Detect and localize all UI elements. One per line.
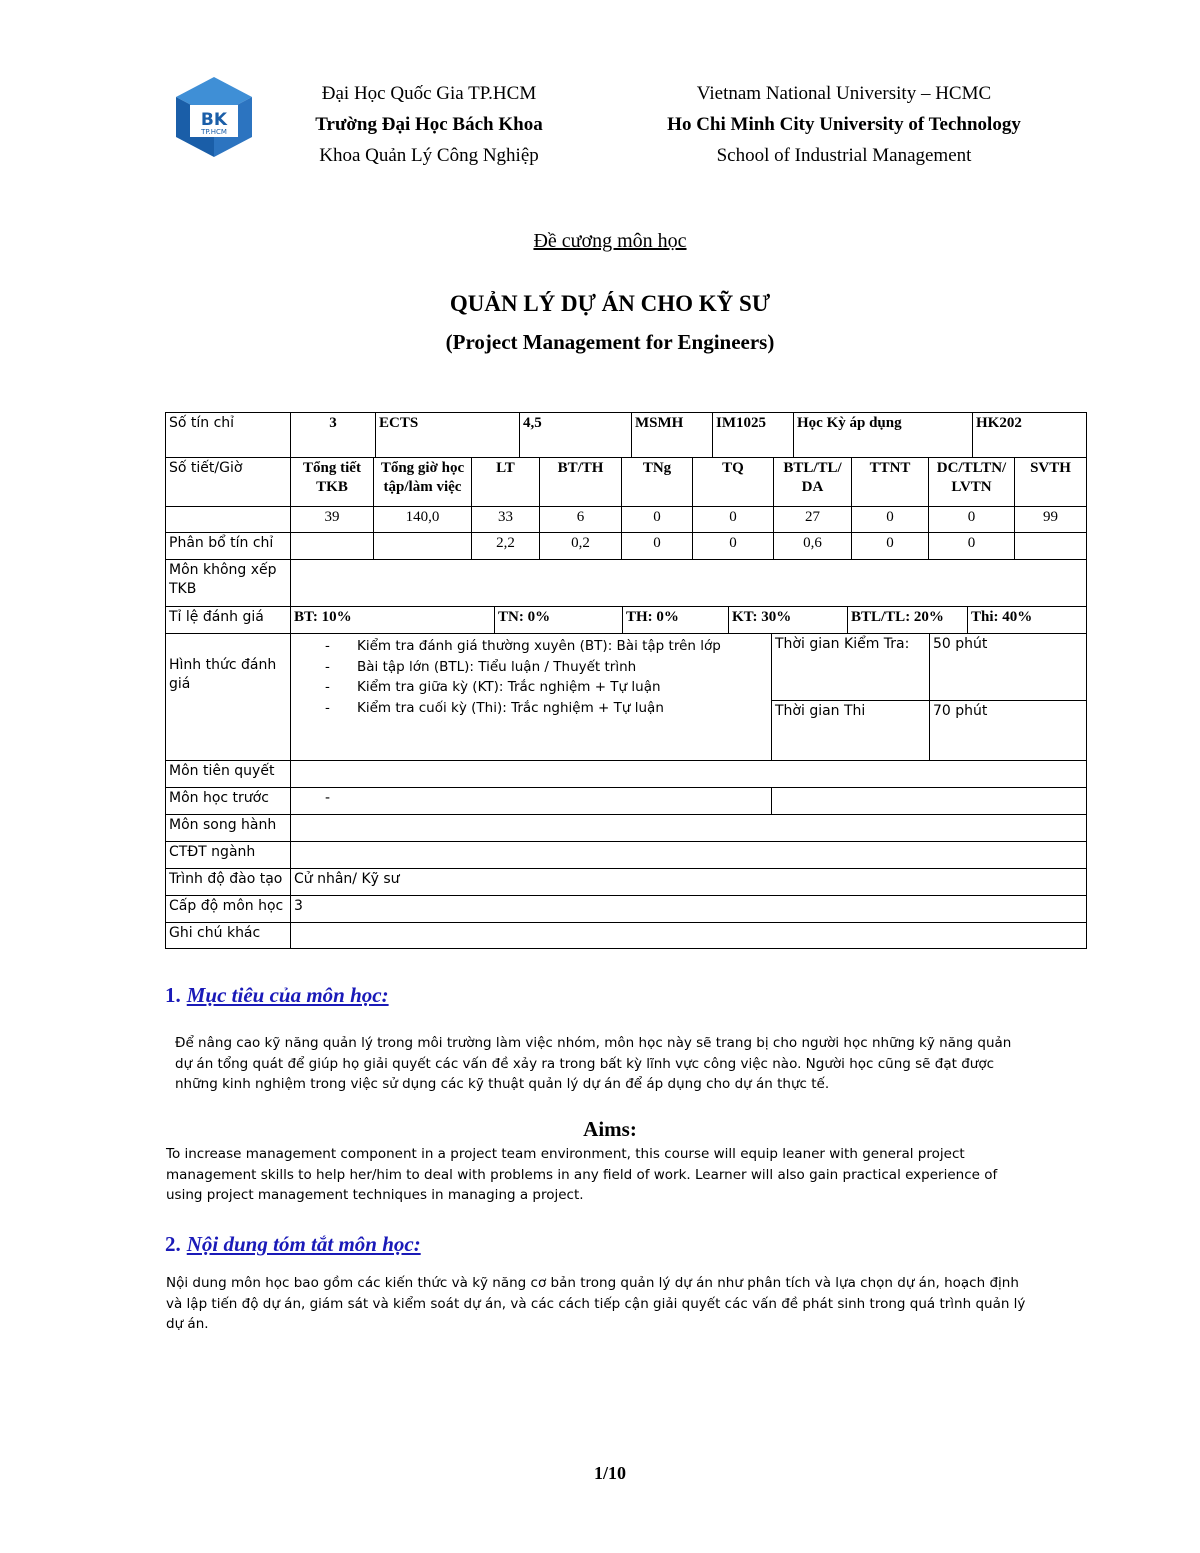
university-name-vn: Đại Học Quốc Gia TP.HCM: [321, 83, 537, 104]
assessment-item: - Bài tập lớn (BTL): Tiểu luận / Thuyết trình: [291, 657, 771, 678]
hours-header-ttnt: TTNT: [851, 457, 929, 507]
faculty-name-vn: Khoa Quản Lý Công Nghiệp: [319, 145, 539, 166]
logo-text-tphcm: TP.HCM: [201, 128, 227, 136]
hours-value-total-periods: 39: [290, 506, 374, 533]
weight-btl: BTL/TL: 20%: [847, 606, 968, 634]
credits-value: 3: [290, 412, 376, 458]
assessment-label: Hình thức đánh giá: [165, 633, 291, 761]
section-1-title: Mục tiêu của môn học:: [186, 983, 389, 1007]
course-subtitle: (Project Management for Engineers): [445, 330, 775, 354]
hours-value-tq: 0: [692, 506, 774, 533]
prereq-label: Môn tiên quyết: [165, 760, 291, 788]
hours-header-dc: DC/TLTN/ LVTN: [928, 457, 1015, 507]
section-2-line: dự án.: [166, 1316, 209, 1332]
hours-header-total-study: Tổng giờ học tập/làm việc: [373, 457, 472, 507]
assessment-item: - Kiểm tra cuối kỳ (Thi): Trắc nghiệm + Tự luận: [291, 698, 771, 719]
header-vietnamese: [250, 78, 608, 171]
hours-value-svth: 99: [1014, 506, 1087, 533]
credit-alloc-lt: 2,2: [471, 532, 540, 560]
logo-text-bk: BK: [200, 110, 228, 130]
credits-label: Số tín chỉ: [165, 412, 291, 458]
hours-value-total-study: 140,0: [373, 506, 472, 533]
section-1-line: dự án tổng quát để giúp họ giải quyết các vấn đề xảy ra trong bất kỳ lĩnh vực công việc nào. Người học cũng sẽ đạt được: [175, 1055, 994, 1072]
school-name-en: Ho Chi Minh City University of Technology: [667, 114, 1021, 135]
previous-course-extra: [771, 787, 1087, 815]
parallel-course-label: Môn song hành: [165, 814, 291, 842]
university-name-en: Vietnam National University – HCMC: [696, 83, 992, 104]
aims-line: To increase management component in a project team environment, this course will equip leaner with general project: [166, 1146, 965, 1162]
msmh-value: IM1025: [712, 412, 794, 458]
credit-alloc-tng: 0: [621, 532, 693, 560]
credit-alloc-total-study: [373, 532, 472, 560]
notes-label: Ghi chú khác: [165, 922, 291, 949]
previous-course-label: Môn học trước: [165, 787, 291, 815]
weight-bt: BT: 10%: [290, 606, 495, 634]
unscheduled-value: [290, 559, 1087, 607]
weight-kt: KT: 30%: [728, 606, 848, 634]
section-1-body: [175, 1033, 1075, 1095]
final-time-label: Thời gian Thi: [771, 700, 930, 761]
credit-alloc-btl: 0,6: [773, 532, 852, 560]
aims-line: using project management techniques in managing a project.: [166, 1187, 584, 1203]
section-2-heading: [165, 1232, 421, 1257]
hours-value-dc: 0: [928, 506, 1015, 533]
document-type: Đề cương môn học: [533, 230, 687, 252]
unscheduled-label: Môn không xếp TKB: [165, 559, 291, 607]
credit-alloc-bt-th: 0,2: [539, 532, 622, 560]
header-english: [620, 78, 1068, 171]
ects-label: ECTS: [375, 412, 520, 458]
assessment-methods: [290, 633, 772, 761]
credit-alloc-ttnt: 0: [851, 532, 929, 560]
hours-header-btl: BTL/TL/ DA: [773, 457, 852, 507]
school-name-vn: Trường Đại Học Bách Khoa: [315, 114, 543, 135]
aims-line: management skills to help her/him to deal with problems in any field of work. Learner will also gain practical experience of: [166, 1166, 998, 1183]
prereq-value: [290, 760, 1087, 788]
hours-values-label: [165, 506, 291, 533]
weight-label: Tỉ lệ đánh giá: [165, 606, 291, 634]
hours-header-bt-th: BT/TH: [539, 457, 622, 507]
program-value: [290, 841, 1087, 869]
program-label: CTĐT ngành: [165, 841, 291, 869]
parallel-course-value: [290, 814, 1087, 842]
aims-body: [166, 1144, 1076, 1206]
hours-header-lt: LT: [471, 457, 540, 507]
previous-course-value: -: [290, 787, 772, 815]
assessment-item: - Kiểm tra giữa kỳ (KT): Trắc nghiệm + Tự luận: [291, 677, 771, 698]
semester-label: Học Kỳ áp dụng: [793, 412, 973, 458]
credit-alloc-label: Phân bổ tín chỉ: [165, 532, 291, 560]
credit-alloc-tq: 0: [692, 532, 774, 560]
section-2-body: [166, 1273, 1076, 1335]
hours-header-total-periods: Tổng tiết TKB: [290, 457, 374, 507]
weight-tn: TN: 0%: [494, 606, 623, 634]
course-info-table: [165, 412, 1087, 949]
hours-label: Số tiết/Giờ: [165, 457, 291, 507]
hours-value-tng: 0: [621, 506, 693, 533]
section-1-number: 1.: [165, 983, 181, 1007]
training-level-value: Cử nhân/ Kỹ sư: [290, 868, 1087, 896]
hours-header-tq: TQ: [692, 457, 774, 507]
section-1-line: những kinh nghiệm trong việc sử dụng các kỹ thuật quản lý dự án để áp dụng cho dự án thực tế.: [175, 1076, 830, 1092]
course-level-label: Cấp độ môn học: [165, 895, 291, 923]
ects-value: 4,5: [519, 412, 632, 458]
credit-alloc-svth: [1014, 532, 1087, 560]
midterm-time-label: Thời gian Kiểm Tra:: [771, 633, 930, 701]
aims-heading: Aims:: [583, 1117, 637, 1141]
course-level-value: 3: [290, 895, 1087, 923]
page-number: 1/10: [593, 1463, 626, 1483]
hours-header-tng: TNg: [621, 457, 693, 507]
section-2-line: Nội dung môn học bao gồm các kiến thức và kỹ năng cơ bản trong quản lý dự án như phân tích và lựa chọn dự án, hoạch định: [166, 1275, 1019, 1291]
weight-thi: Thi: 40%: [967, 606, 1087, 634]
hours-value-lt: 33: [471, 506, 540, 533]
training-level-label: Trình độ đào tạo: [165, 868, 291, 896]
final-time-value: 70 phút: [929, 700, 1087, 761]
assessment-item: - Kiểm tra đánh giá thường xuyên (BT): Bài tập trên lớp: [291, 636, 771, 657]
section-2-line: và lập tiến độ dự án, giám sát và kiểm soát dự án, và các cách tiếp cận giải quyết các vấn đề phát sinh trong quá trình quản lý: [166, 1295, 1026, 1312]
hours-value-bt-th: 6: [539, 506, 622, 533]
midterm-time-value: 50 phút: [929, 633, 1087, 701]
university-logo: [176, 77, 252, 157]
semester-value: HK202: [972, 412, 1087, 458]
credit-alloc-total-periods: [290, 532, 374, 560]
notes-value: [290, 922, 1087, 949]
credit-alloc-dc: 0: [928, 532, 1015, 560]
section-2-number: 2.: [165, 1232, 181, 1256]
hours-value-ttnt: 0: [851, 506, 929, 533]
faculty-name-en: School of Industrial Management: [716, 145, 972, 166]
section-1-heading: [165, 983, 389, 1008]
section-2-title: Nội dung tóm tắt môn học:: [186, 1232, 421, 1256]
hours-header-svth: SVTH: [1014, 457, 1087, 507]
course-title: QUẢN LÝ DỰ ÁN CHO KỸ SƯ: [449, 291, 771, 316]
weight-th: TH: 0%: [622, 606, 729, 634]
hours-value-btl: 27: [773, 506, 852, 533]
msmh-label: MSMH: [631, 412, 713, 458]
section-1-line: Để nâng cao kỹ năng quản lý trong môi trường làm việc nhóm, môn học này sẽ trang bị cho người học những kỹ năng quản: [175, 1035, 1012, 1051]
